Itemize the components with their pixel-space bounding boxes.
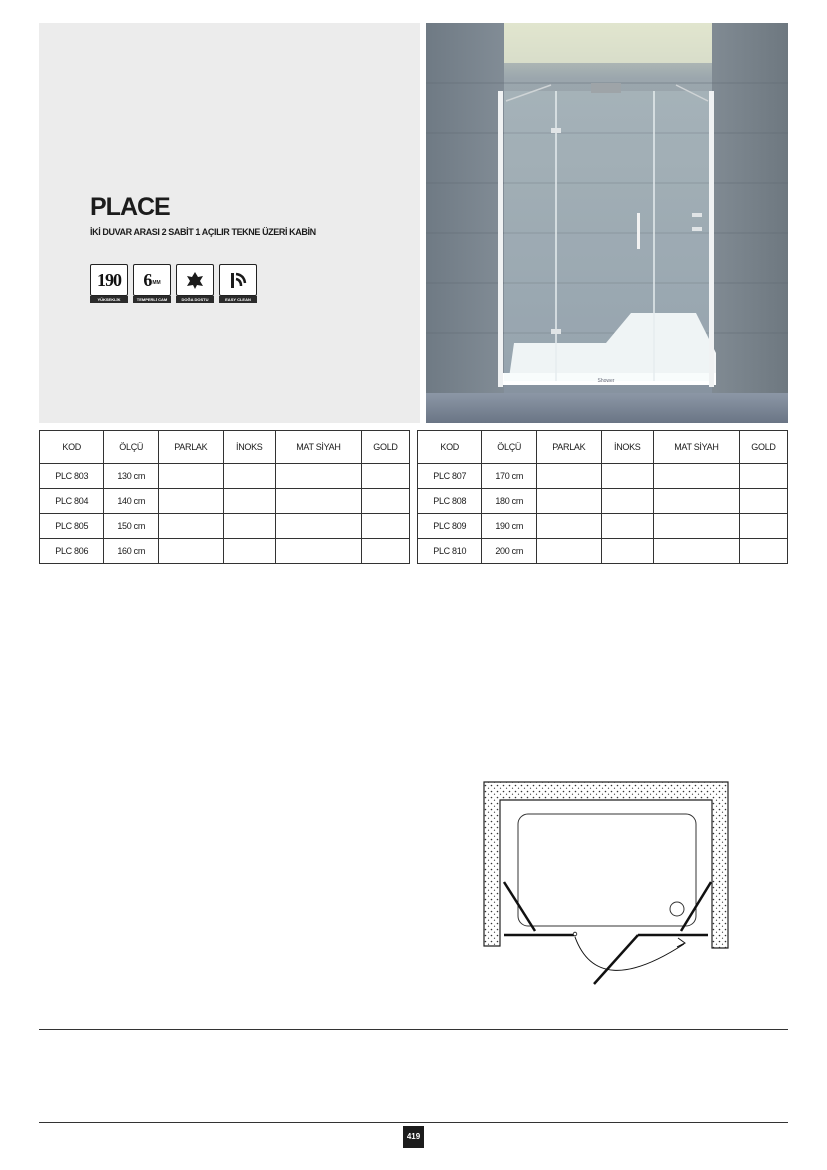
header-kod: KOD	[40, 431, 104, 464]
cell-empty	[536, 514, 601, 539]
badge-glass-unit: MM	[152, 280, 161, 286]
feature-badges	[90, 264, 257, 304]
cell-olcu: 200 cm	[482, 539, 537, 564]
cell-empty	[361, 514, 409, 539]
cell-empty	[275, 514, 361, 539]
cell-olcu: 160 cm	[104, 539, 159, 564]
cell-empty	[739, 514, 787, 539]
table-row	[40, 464, 410, 489]
badge-eco	[176, 264, 214, 304]
page-number: 419	[403, 1126, 424, 1148]
cell-olcu: 140 cm	[104, 489, 159, 514]
table-row	[418, 539, 788, 564]
cell-kod: PLC 804	[40, 489, 104, 514]
table-row	[418, 489, 788, 514]
badge-height-value: 190	[97, 269, 121, 290]
cell-empty	[601, 464, 653, 489]
cell-kod: PLC 808	[418, 489, 482, 514]
header-parlak: PARLAK	[536, 431, 601, 464]
cell-empty	[653, 464, 739, 489]
shower-cabin-photo	[426, 23, 788, 423]
cell-kod: PLC 806	[40, 539, 104, 564]
header-olcu: ÖLÇÜ	[482, 431, 537, 464]
cell-empty	[601, 514, 653, 539]
cell-empty	[536, 489, 601, 514]
badge-eco-label: DOĞA DOSTU	[176, 296, 214, 303]
cell-empty	[536, 464, 601, 489]
cell-empty	[536, 539, 601, 564]
cell-empty	[361, 464, 409, 489]
cell-empty	[653, 539, 739, 564]
cell-olcu: 190 cm	[482, 514, 537, 539]
cell-empty	[158, 514, 223, 539]
header-mat-siyah: MAT SİYAH	[275, 431, 361, 464]
hero-panel	[39, 23, 420, 423]
cell-kod: PLC 807	[418, 464, 482, 489]
cell-empty	[739, 539, 787, 564]
tray-brand: Shower	[597, 378, 615, 384]
cell-empty	[223, 539, 275, 564]
cell-empty	[275, 464, 361, 489]
cell-empty	[601, 489, 653, 514]
badge-easyclean	[219, 264, 257, 304]
spec-table-left	[39, 430, 410, 564]
cell-kod: PLC 805	[40, 514, 104, 539]
cell-empty	[739, 489, 787, 514]
badge-easyclean-label: EASY CLEAN	[219, 296, 257, 303]
cell-empty	[223, 514, 275, 539]
cell-empty	[158, 464, 223, 489]
cell-empty	[223, 489, 275, 514]
cell-empty	[158, 489, 223, 514]
header-olcu: ÖLÇÜ	[104, 431, 159, 464]
cell-empty	[275, 489, 361, 514]
table-row	[40, 489, 410, 514]
cell-empty	[158, 539, 223, 564]
table-header-row	[40, 431, 410, 464]
cell-empty	[601, 539, 653, 564]
header-inoks: İNOKS	[223, 431, 275, 464]
eco-leaf-icon	[184, 269, 206, 291]
badge-height-label: YÜKSEKLİK	[90, 296, 128, 303]
product-title: PLACE	[90, 193, 170, 221]
badge-height	[90, 264, 128, 304]
spec-table-right	[417, 430, 788, 564]
badge-glass-value: 6	[143, 269, 152, 290]
header-parlak: PARLAK	[158, 431, 223, 464]
floor-plan-diagram	[478, 778, 734, 1000]
table-row	[418, 464, 788, 489]
product-subtitle: İKİ DUVAR ARASI 2 SABİT 1 AÇILIR TEKNE ÜZERİ KABİN	[90, 227, 316, 237]
table-row	[40, 539, 410, 564]
cell-empty	[653, 514, 739, 539]
header-kod: KOD	[418, 431, 482, 464]
badge-glass	[133, 264, 171, 304]
table-row	[418, 514, 788, 539]
easy-clean-icon	[227, 269, 249, 291]
cell-olcu: 170 cm	[482, 464, 537, 489]
badge-glass-label: TEMPERLİ CAM	[133, 296, 171, 303]
cell-empty	[361, 539, 409, 564]
table-header-row	[418, 431, 788, 464]
cell-olcu: 180 cm	[482, 489, 537, 514]
header-gold: GOLD	[739, 431, 787, 464]
header-inoks: İNOKS	[601, 431, 653, 464]
cell-kod: PLC 803	[40, 464, 104, 489]
divider-line	[39, 1029, 788, 1030]
footer-line	[39, 1122, 788, 1123]
cell-empty	[223, 464, 275, 489]
cell-olcu: 150 cm	[104, 514, 159, 539]
cell-kod: PLC 810	[418, 539, 482, 564]
cell-empty	[275, 539, 361, 564]
cell-olcu: 130 cm	[104, 464, 159, 489]
header-gold: GOLD	[361, 431, 409, 464]
cell-empty	[653, 489, 739, 514]
cell-empty	[361, 489, 409, 514]
cell-kod: PLC 809	[418, 514, 482, 539]
table-row	[40, 514, 410, 539]
header-mat-siyah: MAT SİYAH	[653, 431, 739, 464]
cell-empty	[739, 464, 787, 489]
